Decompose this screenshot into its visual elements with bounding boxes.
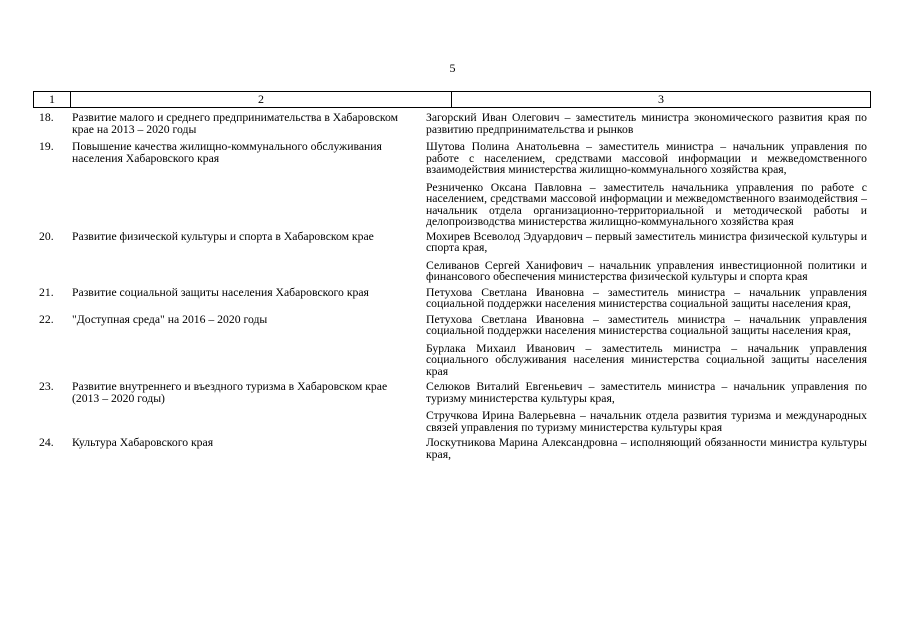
header-col-2: 2	[71, 92, 452, 107]
program-name: Культура Хабаровского края	[72, 436, 214, 449]
table-row	[33, 381, 871, 433]
row-number: 20.	[39, 229, 54, 243]
responsible-person: Лоскутникова Марина Александровна – исполняющий обязанности министра культуры края,	[426, 436, 867, 461]
program-name: Развитие физической культуры и спорта в Хабаровском крае	[72, 229, 374, 243]
table-row	[33, 112, 871, 135]
table-row	[33, 437, 871, 460]
row-number: 18.	[39, 111, 54, 124]
header-col-1: 1	[34, 92, 71, 107]
program-name: Развитие внутреннего и въездного туризма в Хабаровском крае (2013 – 2020 годы)	[72, 380, 388, 405]
responsible-person: Шутова Полина Анатольевна – заместитель министра – начальник управления по работе с населением, средствами массовой информации и межведомственного взаимодействия министерства жилищно-коммунального хозяйства края,	[426, 140, 867, 176]
program-name: Повышение качества жилищно-коммунального обслуживания населения Хабаровского края	[72, 140, 382, 165]
program-name: Развитие социальной защиты населения Хабаровского края	[72, 285, 369, 299]
table-row	[33, 287, 871, 310]
table-row	[33, 231, 871, 283]
table-row	[33, 141, 871, 228]
row-number: 22.	[39, 312, 54, 326]
table-body	[33, 112, 871, 464]
responsible-person: Загорский Иван Олегович – заместитель министра экономического развития края по развитию предпринимательства и рынков	[426, 111, 867, 136]
row-number: 19.	[39, 140, 54, 153]
row-number: 23.	[39, 380, 54, 393]
responsible-persons	[426, 314, 867, 378]
responsible-persons	[426, 287, 867, 310]
program-name: Развитие малого и среднего предпринимательства в Хабаровском крае на 2013 – 2020 годы	[72, 111, 398, 136]
responsible-persons	[426, 141, 867, 228]
responsible-person: Селиванов Сергей Ханифович – начальник управления инвестиционной политики и финансового обеспечения министерства физической культуры и спорта края	[426, 258, 867, 283]
table-header	[33, 91, 871, 108]
responsible-person: Селюков Виталий Евгеньевич – заместитель министра – начальник управления по туризму министерства культуры края,	[426, 380, 867, 405]
page-number: 5	[449, 61, 456, 75]
responsible-persons	[426, 381, 867, 433]
responsible-person: Резниченко Оксана Павловна – заместитель начальника управления по работе с населением, средствами массовой информации и межведомственного взаимодействия – начальник отдела организационно-территориальной и методической работы и делопроизводства министерства жилищно-коммунального хозяйства края	[426, 180, 867, 228]
responsible-persons	[426, 231, 867, 283]
responsible-persons	[426, 437, 867, 460]
responsible-person: Стручкова Ирина Валерьевна – начальник отдела развития туризма и международных связей управления по туризму министерства культуры края	[426, 409, 867, 434]
row-number: 24.	[39, 436, 54, 449]
header-col-3: 3	[658, 92, 664, 106]
responsible-persons	[426, 112, 867, 135]
row-number: 21.	[39, 285, 54, 299]
responsible-person: Бурлака Михаил Иванович – заместитель министра – начальник управления социального обслуживания населения министерства социальной защиты населения края	[426, 341, 867, 378]
program-name: "Доступная среда" на 2016 – 2020 годы	[72, 312, 268, 326]
responsible-person: Петухова Светлана Ивановна – заместитель министра – начальник управления социальной поддержки населения министерства социальной защиты населения края,	[426, 312, 867, 337]
responsible-person: Мохирев Всеволод Эдуардович – первый заместитель министра физической культуры и спорта края,	[426, 229, 867, 254]
responsible-person: Петухова Светлана Ивановна – заместитель министра – начальник управления социальной поддержки населения министерства социальной защиты населения края,	[426, 285, 867, 310]
table-row	[33, 314, 871, 378]
